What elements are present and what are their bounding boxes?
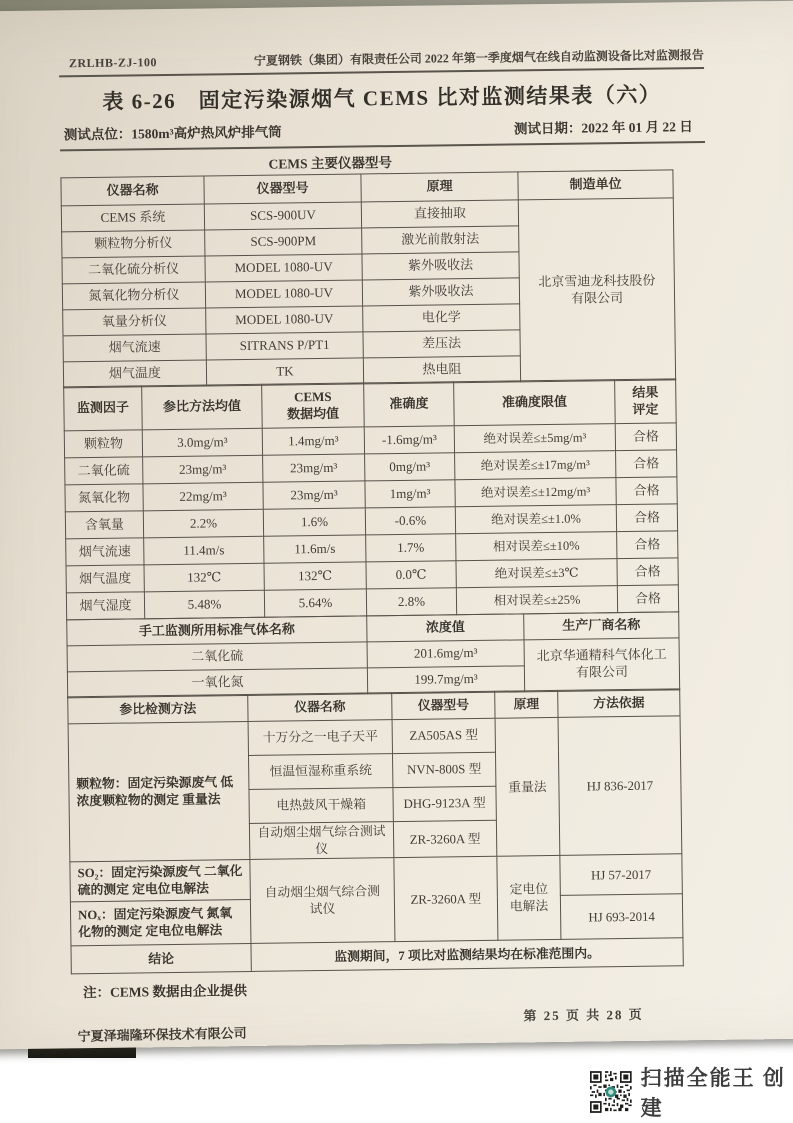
cell-result: 合格 [617, 558, 678, 586]
cell-principle: 紫外吸收法 [362, 252, 519, 280]
cell-conclusion-text: 监测期间，7 项比对监测结果均在标准范围内。 [251, 938, 683, 972]
cell-equipment-name: 恒温恒湿称重系统 [249, 754, 393, 790]
cell-result: 合格 [616, 450, 677, 478]
cell-cems-mean: 1.4mg/m³ [262, 427, 364, 455]
cell-accuracy-limit: 绝对误差≤±12mg/m³ [455, 478, 616, 507]
qr-code-icon [590, 1069, 632, 1115]
cell-instrument-name: 氮氧化物分析仪 [62, 282, 205, 310]
cell-shared-principle: 定电位 电解法 [497, 856, 561, 941]
col-header-standard-basis: 方法依据 [558, 689, 680, 718]
cell-cems-mean: 23mg/m³ [263, 454, 365, 482]
cell-accuracy: 0mg/m³ [365, 453, 455, 481]
cell-instrument-model: SCS-900PM [205, 228, 362, 256]
cell-accuracy: -1.6mg/m³ [364, 426, 454, 454]
cell-reference-mean: 2.2% [143, 510, 263, 539]
comparison-results-table [63, 379, 679, 621]
cell-reference-mean: 11.4m/s [144, 537, 264, 566]
test-date-label: 测试日期： [513, 120, 582, 137]
cell-instrument-name: 颗粒物分析仪 [62, 230, 205, 258]
cell-principle: 热电阻 [363, 356, 520, 384]
cell-accuracy: 1mg/m³ [365, 480, 455, 508]
cell-factor: 二氧化硫 [65, 457, 143, 485]
cell-factor: 烟气流速 [66, 538, 144, 566]
scanner-watermark [590, 1062, 793, 1122]
cell-concentration: 199.7mg/m³ [367, 666, 524, 694]
cell-equipment-name: 十万分之一电子天平 [248, 720, 392, 756]
test-date [514, 115, 693, 137]
cell-principle: 激光前散射法 [362, 226, 519, 254]
reference-method-table [67, 689, 684, 975]
cell-instrument-name: CEMS 系统 [61, 204, 204, 232]
cell-equipment-name: 电热鼓风干燥箱 [249, 788, 393, 824]
col-header-method-principle: 原理 [495, 691, 558, 719]
cell-accuracy: -0.6% [365, 507, 455, 535]
cell-instrument-model: MODEL 1080-UV [205, 254, 362, 282]
page-content [59, 46, 717, 1072]
col-header-accuracy: 准确度 [364, 382, 455, 427]
cell-standard-hj693: HJ 693-2014 [560, 894, 683, 940]
cell-reference-mean: 5.48% [144, 591, 264, 620]
cell-instrument-model: TK [206, 358, 363, 386]
report-title: 宁夏钢铁（集团）有限责任公司 2022 年第一季度烟气在线自动监测设备比对监测报告 [253, 47, 704, 68]
cell-reference-mean: 23mg/m³ [143, 456, 263, 485]
cell-cems-mean: 23mg/m³ [263, 481, 365, 509]
cell-cems-mean: 1.6% [263, 508, 365, 536]
page-number: 第 25 页 共 28 页 [523, 1007, 644, 1024]
cell-result: 合格 [617, 585, 678, 613]
cell-cems-mean: 132℃ [264, 562, 366, 590]
col-header-gas-manufacturer: 生产厂商名称 [524, 612, 679, 640]
cell-conclusion-label: 结论 [71, 944, 251, 974]
cell-nox-method: NOₓ：固定污染源废气 氮氧化物的测定 定电位电解法 [70, 900, 251, 946]
cell-accuracy-limit: 绝对误差≤±17mg/m³ [455, 451, 616, 480]
cell-accuracy: 2.8% [366, 588, 456, 616]
cell-result: 合格 [616, 477, 677, 505]
cell-reference-mean: 132℃ [144, 564, 264, 593]
cell-equipment-model: NVN-800S 型 [392, 752, 495, 787]
test-point-label: 测试点位： [63, 126, 132, 143]
col-header-equipment-name: 仪器名称 [248, 693, 392, 722]
cell-accuracy: 0.0℃ [366, 561, 456, 589]
col-header-factor: 监测因子 [64, 386, 143, 431]
cell-reference-mean: 3.0mg/m³ [142, 429, 262, 458]
col-header-accuracy-limit: 准确度限值 [454, 380, 616, 426]
company-name: 宁夏泽瑞隆环保技术有限公司 [77, 1025, 247, 1045]
cell-factor: 颗粒物 [64, 430, 142, 458]
page-title: 表 6-26 固定污染源烟气 CEMS 比对监测结果表（六） [102, 82, 662, 114]
test-point [64, 120, 282, 143]
cell-standard-hj836: HJ 836-2017 [558, 716, 682, 856]
cell-instrument-name: 烟气流速 [63, 334, 206, 362]
cell-instrument-model: SITRANS P/PT1 [206, 332, 363, 360]
cell-accuracy-limit: 绝对误差≤±3℃ [456, 559, 617, 588]
cell-gas-name: 二氧化硫 [67, 642, 367, 672]
cell-principle: 紫外吸收法 [362, 278, 519, 306]
col-header-concentration: 浓度值 [367, 614, 524, 642]
cell-instrument-model: MODEL 1080-UV [206, 306, 363, 334]
cell-manufacturer: 北京雪迪龙科技股份 有限公司 [518, 198, 675, 382]
cell-principle-gravimetric: 重量法 [495, 718, 560, 857]
col-header-principle: 原理 [361, 172, 518, 202]
cell-result: 合格 [616, 504, 677, 532]
test-date-value: 2022 年 01 月 22 日 [581, 119, 693, 136]
cell-equipment-model: ZA505AS 型 [392, 718, 495, 753]
cell-factor: 烟气湿度 [66, 592, 144, 620]
scanner-watermark-text: 扫描全能王 创建 [640, 1066, 786, 1120]
cell-shared-equipment: 自动烟尘烟气综合测 试仪 [250, 858, 395, 944]
col-header-manufacturer: 制造单位 [518, 170, 673, 200]
cell-accuracy-limit: 相对误差≤±25% [456, 586, 617, 615]
cell-cems-mean: 11.6m/s [264, 535, 366, 563]
table-row [68, 716, 680, 758]
cell-concentration: 201.6mg/m³ [367, 640, 524, 668]
cell-instrument-model: SCS-900UV [204, 202, 361, 230]
cell-accuracy: 1.7% [366, 534, 456, 562]
col-header-instrument-name: 仪器名称 [61, 176, 204, 206]
cell-so2-method: SO₂：固定污染源废气 二氧化硫的测定 定电位电解法 [70, 860, 251, 902]
cell-principle: 直接抽取 [361, 200, 518, 228]
cell-equipment-model: DHG-9123A 型 [393, 786, 496, 821]
test-meta-row [60, 113, 705, 151]
cell-result: 合格 [615, 423, 676, 451]
cell-instrument-name: 烟气温度 [63, 360, 206, 388]
cell-instrument-name: 氧量分析仪 [63, 308, 206, 336]
cell-instrument-model: MODEL 1080-UV [205, 280, 362, 308]
document-header [59, 46, 704, 77]
footnote: 注：CEMS 数据由企业提供 [83, 983, 248, 1001]
cell-equipment-name: 自动烟尘烟气综合测试仪 [249, 822, 393, 860]
cell-gas-manufacturer: 北京华通精科气体化工 有限公司 [524, 638, 680, 692]
cell-factor: 氮氧化物 [65, 484, 143, 512]
page-footer [71, 993, 717, 1071]
cell-gas-name: 一氧化氮 [67, 668, 367, 698]
col-header-gas-name: 手工监测所用标准气体名称 [67, 616, 367, 646]
cell-factor: 含氧量 [65, 511, 143, 539]
cell-accuracy-limit: 绝对误差≤±5mg/m³ [454, 424, 615, 453]
cell-factor: 烟气温度 [66, 565, 144, 593]
col-header-method: 参比检测方法 [68, 695, 248, 724]
cems-instrument-table [60, 169, 676, 388]
col-header-reference-mean: 参比方法均值 [142, 385, 263, 431]
col-header-instrument-model: 仪器型号 [204, 174, 361, 204]
col-header-result: 结果 评定 [615, 379, 677, 424]
cell-cems-mean: 5.64% [264, 589, 366, 617]
cell-equipment-model: ZR-3260A 型 [393, 820, 496, 858]
cell-reference-mean: 22mg/m³ [143, 483, 263, 512]
cell-particulate-method: 颗粒物：固定污染源废气 低浓度颗粒物的测定 重量法 [68, 722, 250, 863]
cell-shared-model: ZR-3260A 型 [394, 857, 498, 942]
cell-principle: 电化学 [363, 304, 520, 332]
col-header-cems-mean: CEMS 数据均值 [262, 383, 365, 428]
cell-standard-hj57: HJ 57-2017 [560, 854, 683, 896]
cell-principle: 差压法 [363, 330, 520, 358]
cell-accuracy-limit: 相对误差≤±10% [456, 532, 617, 561]
test-point-value: 1580m³高炉热风炉排气筒 [131, 124, 282, 142]
col-header-equipment-model: 仪器型号 [392, 691, 495, 719]
cell-result: 合格 [617, 531, 678, 559]
cell-instrument-name: 二氧化硫分析仪 [62, 256, 205, 284]
document-code: ZRLHB-ZJ-100 [68, 55, 158, 71]
cell-accuracy-limit: 绝对误差≤±1.0% [455, 505, 616, 534]
standard-gas-table [66, 611, 680, 698]
instrument-table-caption: CEMS 主要仪器型号 [268, 155, 393, 172]
